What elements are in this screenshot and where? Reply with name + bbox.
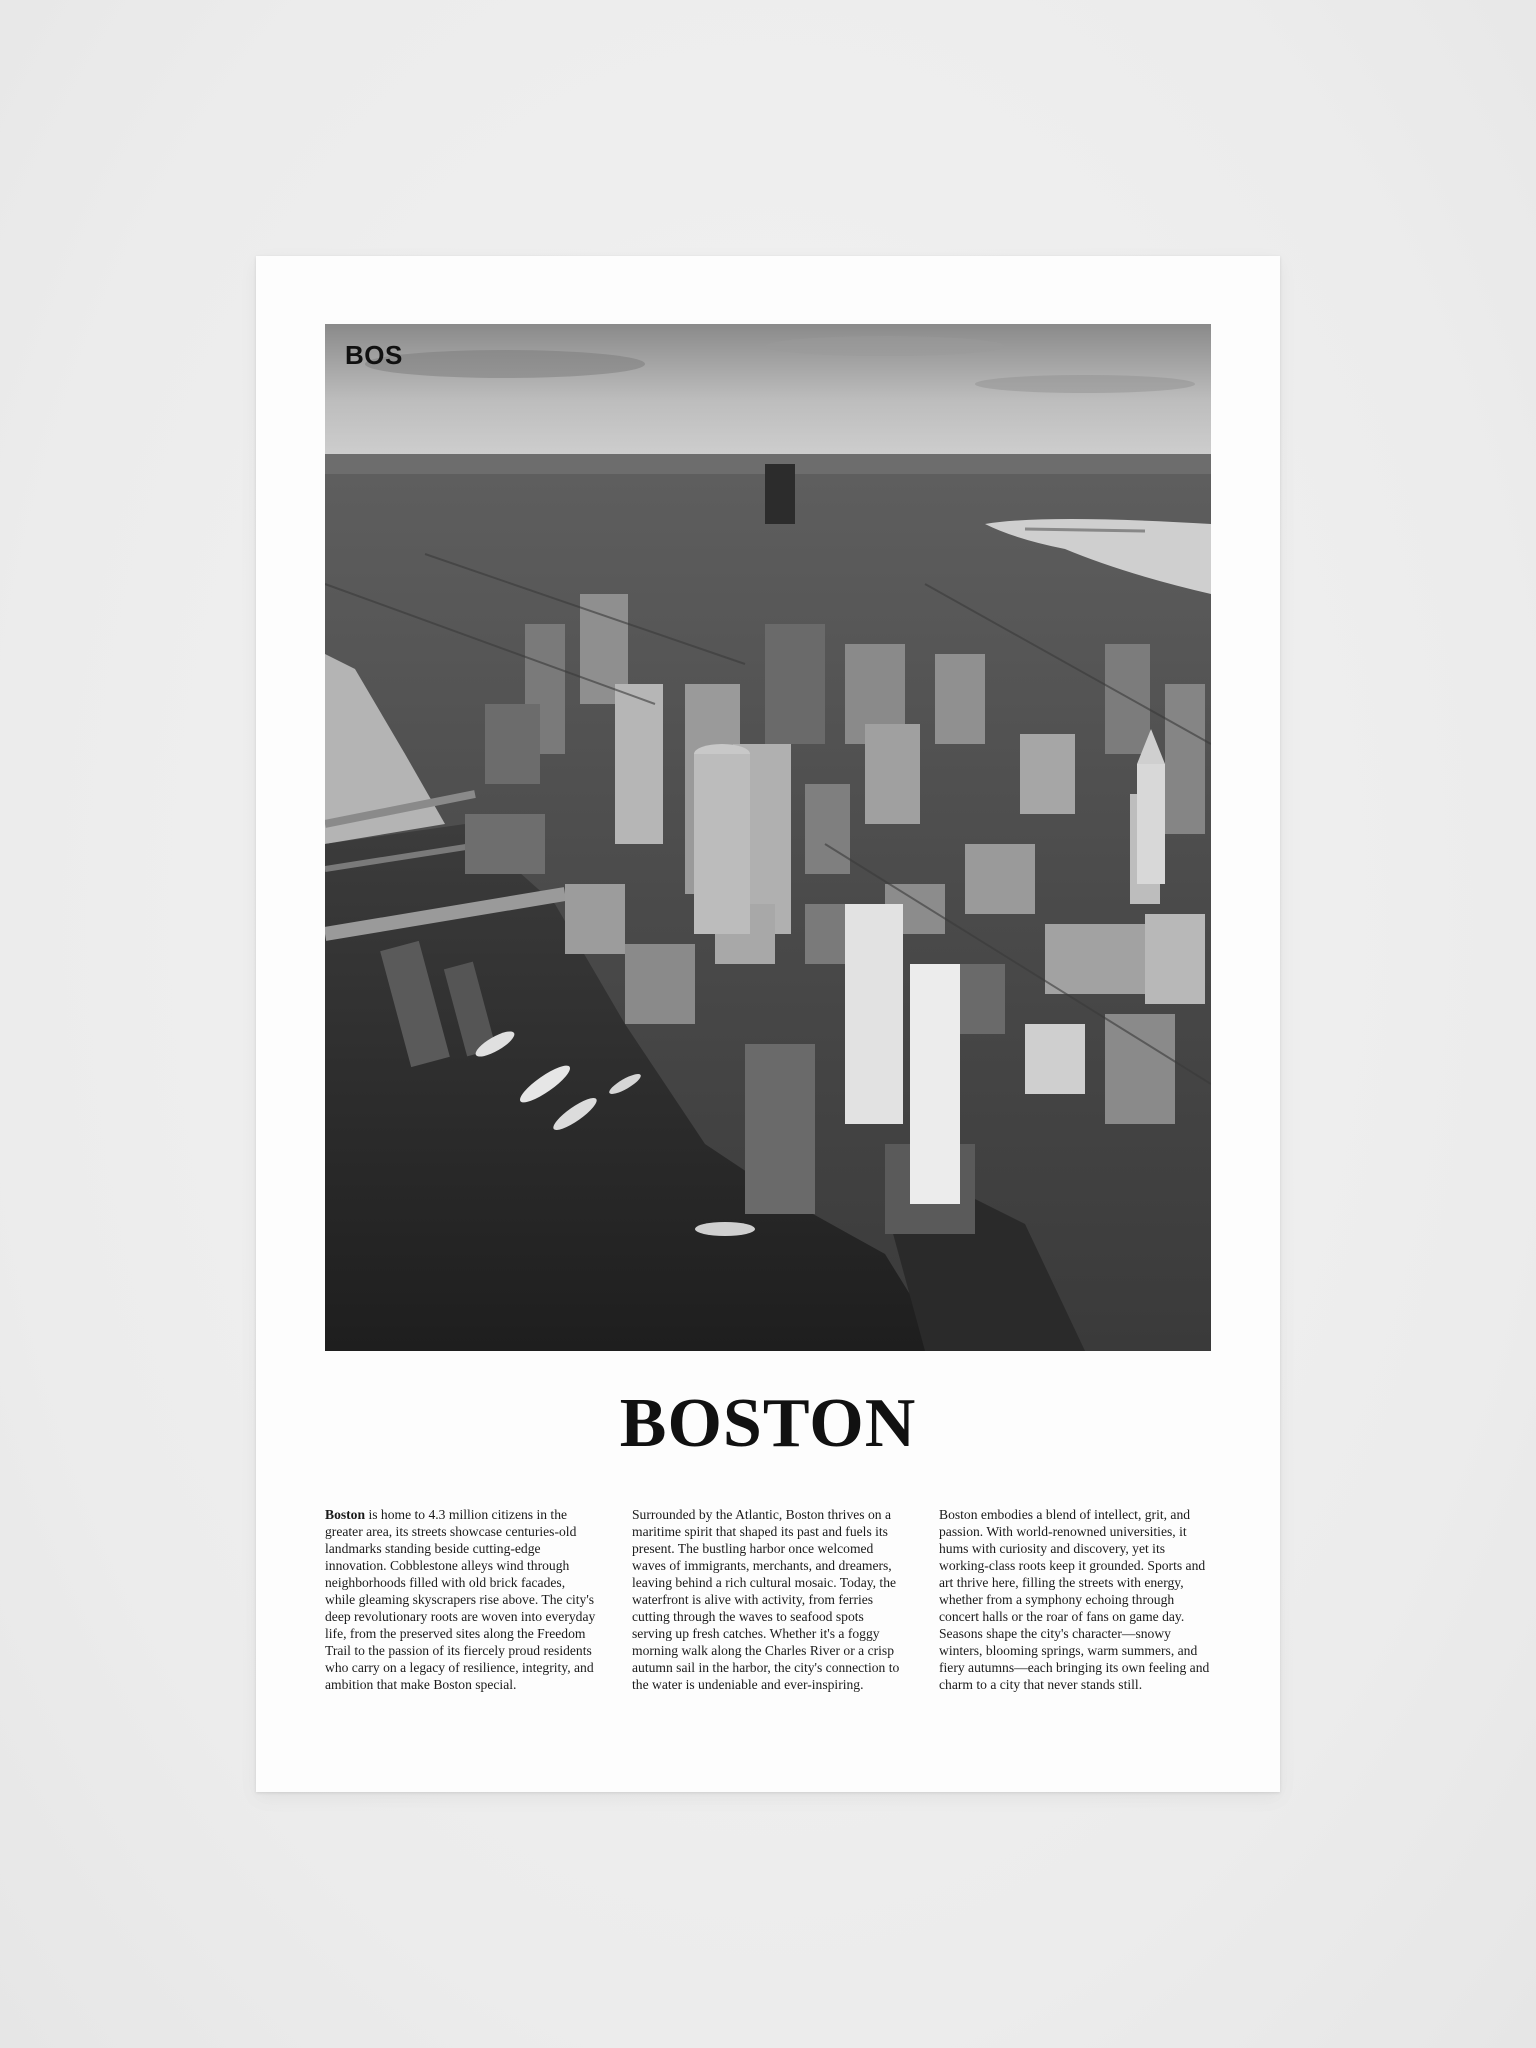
description-column-2: Surrounded by the Atlantic, Boston thrives on a maritime spirit that shaped its past and fuels its present. The bustling harbor once welcomed waves of immigrants, merchants, and dreamers, leaving behind a rich cultural mosaic. Today, the waterfront is alive with activity, from ferries cutting through the waves to seafood spots serving up fresh catches. Whether it's a foggy morning walk along the Charles River or a crisp autumn sail in the harbor, the city's connection to the water is undeniable and ever-inspiring. bbox=[632, 1507, 900, 1692]
aerial-city-photo bbox=[325, 324, 1211, 1351]
city-code-badge: BOS bbox=[345, 340, 403, 370]
lead-word: Boston bbox=[325, 1507, 366, 1522]
description-column-3: Boston embodies a blend of intellect, grit, and passion. With world-renowned universities, it hums with curiosity and discovery, yet its working-class roots keep it grounded. Sports and art thrive here, filling the streets with energy, whether from a symphony echoing through concert halls or the roar of fans on game day. Seasons shape the city's character—snowy winters, blooming springs, warm summers, and fiery autumns—each bringing its own feeling and charm to a city that never stands still. bbox=[939, 1507, 1210, 1692]
column-1-text: is home to 4.3 million citizens in the greater area, its streets showcase centuries-old landmarks standing beside cutting-edge innovation. Cobblestone alleys wind through neighborhoods filled with old brick facades, while gleaming skyscrapers rise above. The city's deep revolutionary roots are woven into everyday life, from the preserved sites along the Freedom Trail to the passion of its fiercely proud residents who carry on a legacy of resilience, integrity, and ambition that make Boston special. bbox=[325, 1507, 596, 1692]
poster bbox=[256, 256, 1280, 1792]
aerial-photo-illustration bbox=[325, 324, 1211, 1351]
description-columns bbox=[325, 1506, 1211, 1736]
city-title: BOSTON bbox=[619, 1385, 917, 1462]
description-column-1 bbox=[325, 1506, 597, 1736]
